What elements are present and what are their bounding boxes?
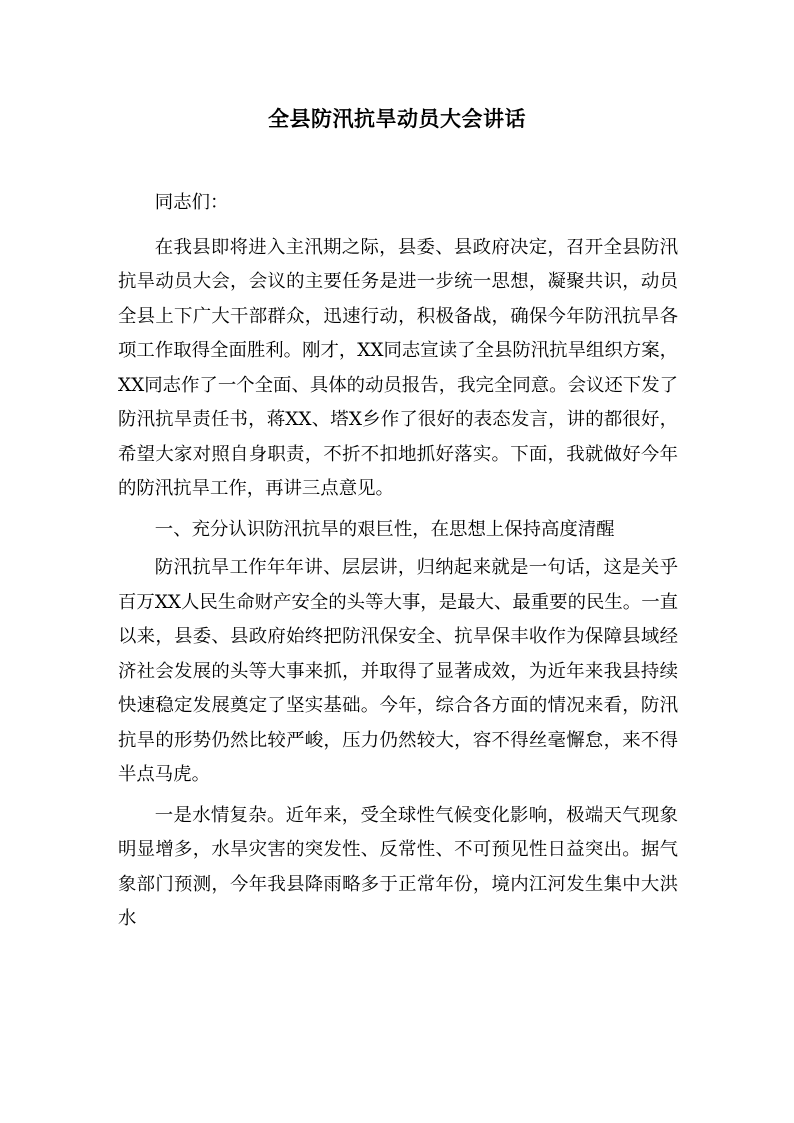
document-body	[118, 186, 678, 943]
water-condition-paragraph: 一是水情复杂。近年来，受全球性气候变化影响，极端天气现象明显增多，水旱灾害的突发性、反常性、不可预见性日益突出。据气象部门预测，今年我县降雨略多于正常年份，境内江河发生集中大洪水	[118, 804, 678, 929]
section-heading-1: 一、充分认识防汛抗旱的艰巨性，在思想上保持高度清醒	[154, 518, 615, 540]
document-title: 全县防汛抗旱动员大会讲话	[268, 106, 526, 131]
intro-paragraph: 在我县即将进入主汛期之际，县委、县政府决定，召开全县防汛抗旱动员大会，会议的主要任务是进一步统一思想，凝聚共识，动员全县上下广大干部群众，迅速行动，积极备战，确保今年防汛抗旱各项工作取得全面胜利。刚才，XX同志宣读了全县防汛抗旱组织方案，XX同志作了一个全面、具体的动员报告，我完全同意。会议还下发了防汛抗旱责任书，蒋XX、塔X乡作了很好的表态发言，讲的都很好，希望大家对照自身职责，不折不扣地抓好落实。下面，我就做好今年的防汛抗旱工作，再讲三点意见。	[118, 236, 678, 499]
section-1-paragraph: 防汛抗旱工作年年讲、层层讲，归纳起来就是一句话，这是关乎百万XX人民生命财产安全的头等大事，是最大、最重要的民生。一直以来，县委、县政府始终把防汛保安全、抗旱保丰收作为保障县域经济社会发展的头等大事来抓，并取得了显著成效，为近年来我县持续快速稳定发展奠定了坚实基础。今年，综合各方面的情况来看，防汛抗旱的形势仍然比较严峻，压力仍然较大，容不得丝毫懈怠，来不得半点马虎。	[118, 557, 678, 785]
salutation-paragraph: 同志们：	[154, 192, 229, 213]
